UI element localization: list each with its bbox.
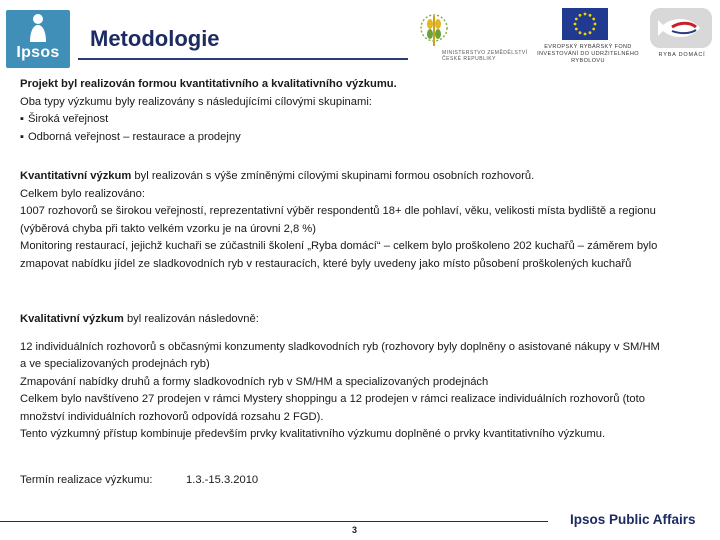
ministry-logo-text: MINISTERSTVO ZEMĚDĚLSTVÍ ČESKÉ REPUBLIKY (442, 50, 528, 62)
ryba-domaci-logo (650, 8, 714, 60)
quant-line: Celkem bylo realizováno: (20, 187, 145, 200)
qual-lead: Kvalitativní výzkum byl realizován následovně: (20, 313, 259, 325)
quant-lead: Kvantitativní výzkum byl realizován s výše zmíněnými cílovými skupinami formou osobních rozhovorů. (20, 170, 535, 182)
ryba-domaci-logo-text: RYBA DOMÁCÍ (658, 52, 706, 58)
ipsos-logo (6, 10, 70, 68)
term-value: 1.3.-15.3.2010 (186, 473, 259, 486)
qual-line: Tento výzkumný přístup kombinuje především prvky kvalitativního výzkumu doplněné o prvky kvantitativního výzkumu. (20, 428, 606, 440)
ministry-wheat-icon (418, 8, 450, 54)
research-term (20, 472, 710, 490)
quant-line: Monitoring restaurací, jejichž kuchaři se zúčastnili školení „Ryba domácí“ – celkem bylo proškoleno 202 kuchařů – záměrem bylo (20, 240, 658, 252)
footer-rule (0, 521, 548, 522)
quant-line: zmapovat nabídku jídel ze sladkovodních ryb v restauracích, které byly uvedeny jako místo působení proškolených kuchařů (20, 257, 632, 270)
ipsos-figure-icon (26, 12, 50, 42)
ryba-fish-icon (650, 8, 712, 48)
page-title: Metodologie (90, 26, 220, 51)
qual-line: množství individuálních rozhovorů odpovídá rozsahu 2 FGD). (20, 410, 324, 423)
intro-heading: Projekt byl realizován formou kvantitativního a kvalitativního výzkumu. (20, 78, 397, 90)
qual-line: Zmapování nabídky druhů a formy sladkovodních ryb v SM/HM a specializovaných prodejnách (20, 375, 489, 388)
ipsos-logo-text: Ipsos (16, 44, 60, 61)
qual-line: a ve specializovaných prodejnách ryb) (20, 358, 210, 370)
bullet-item: ▪ Odborná veřejnost – restaurace a prodejny (20, 129, 710, 147)
page-number: 3 (352, 525, 358, 535)
quant-line: 1007 rozhovorů se širokou veřejností, reprezentativní výběr respondentů 18+ dle pohlaví, věku, velikosti místa bydliště a regionu (20, 205, 656, 217)
qual-line: 12 individuálních rozhovorů s občasnými konzumenty sladkovodních ryb (rozhovory byly doplněny o asistované nákupy v SM/HM (20, 340, 660, 353)
eu-flag-icon (562, 8, 608, 40)
title-underline (78, 58, 408, 60)
bullet-item: ▪ Široká veřejnost (20, 111, 710, 129)
eu-fund-logo-text: EVROPSKÝ RYBÁŘSKÝ FOND INVESTOVÁNÍ DO UDRŽITELNÉHO RYBOLOVU (537, 44, 639, 64)
eu-fund-logo (534, 8, 642, 68)
term-label: Termín realizace výzkumu: (20, 473, 153, 486)
footer-brand: Ipsos Public Affairs (570, 512, 696, 527)
methodology-body (20, 76, 710, 489)
qual-line: Celkem bylo navštíveno 27 prodejen v rámci Mystery shoppingu a 12 prodejen v rámci realizace individuálních rozhovorů (toto (20, 393, 645, 405)
ministry-logo (416, 8, 528, 64)
intro-line: Oba typy výzkumu byly realizovány s následujícími cílovými skupinami: (20, 95, 372, 108)
quant-line: (výběrová chyba při takto velkém vzorku je na úrovni 2,8 %) (20, 222, 316, 235)
